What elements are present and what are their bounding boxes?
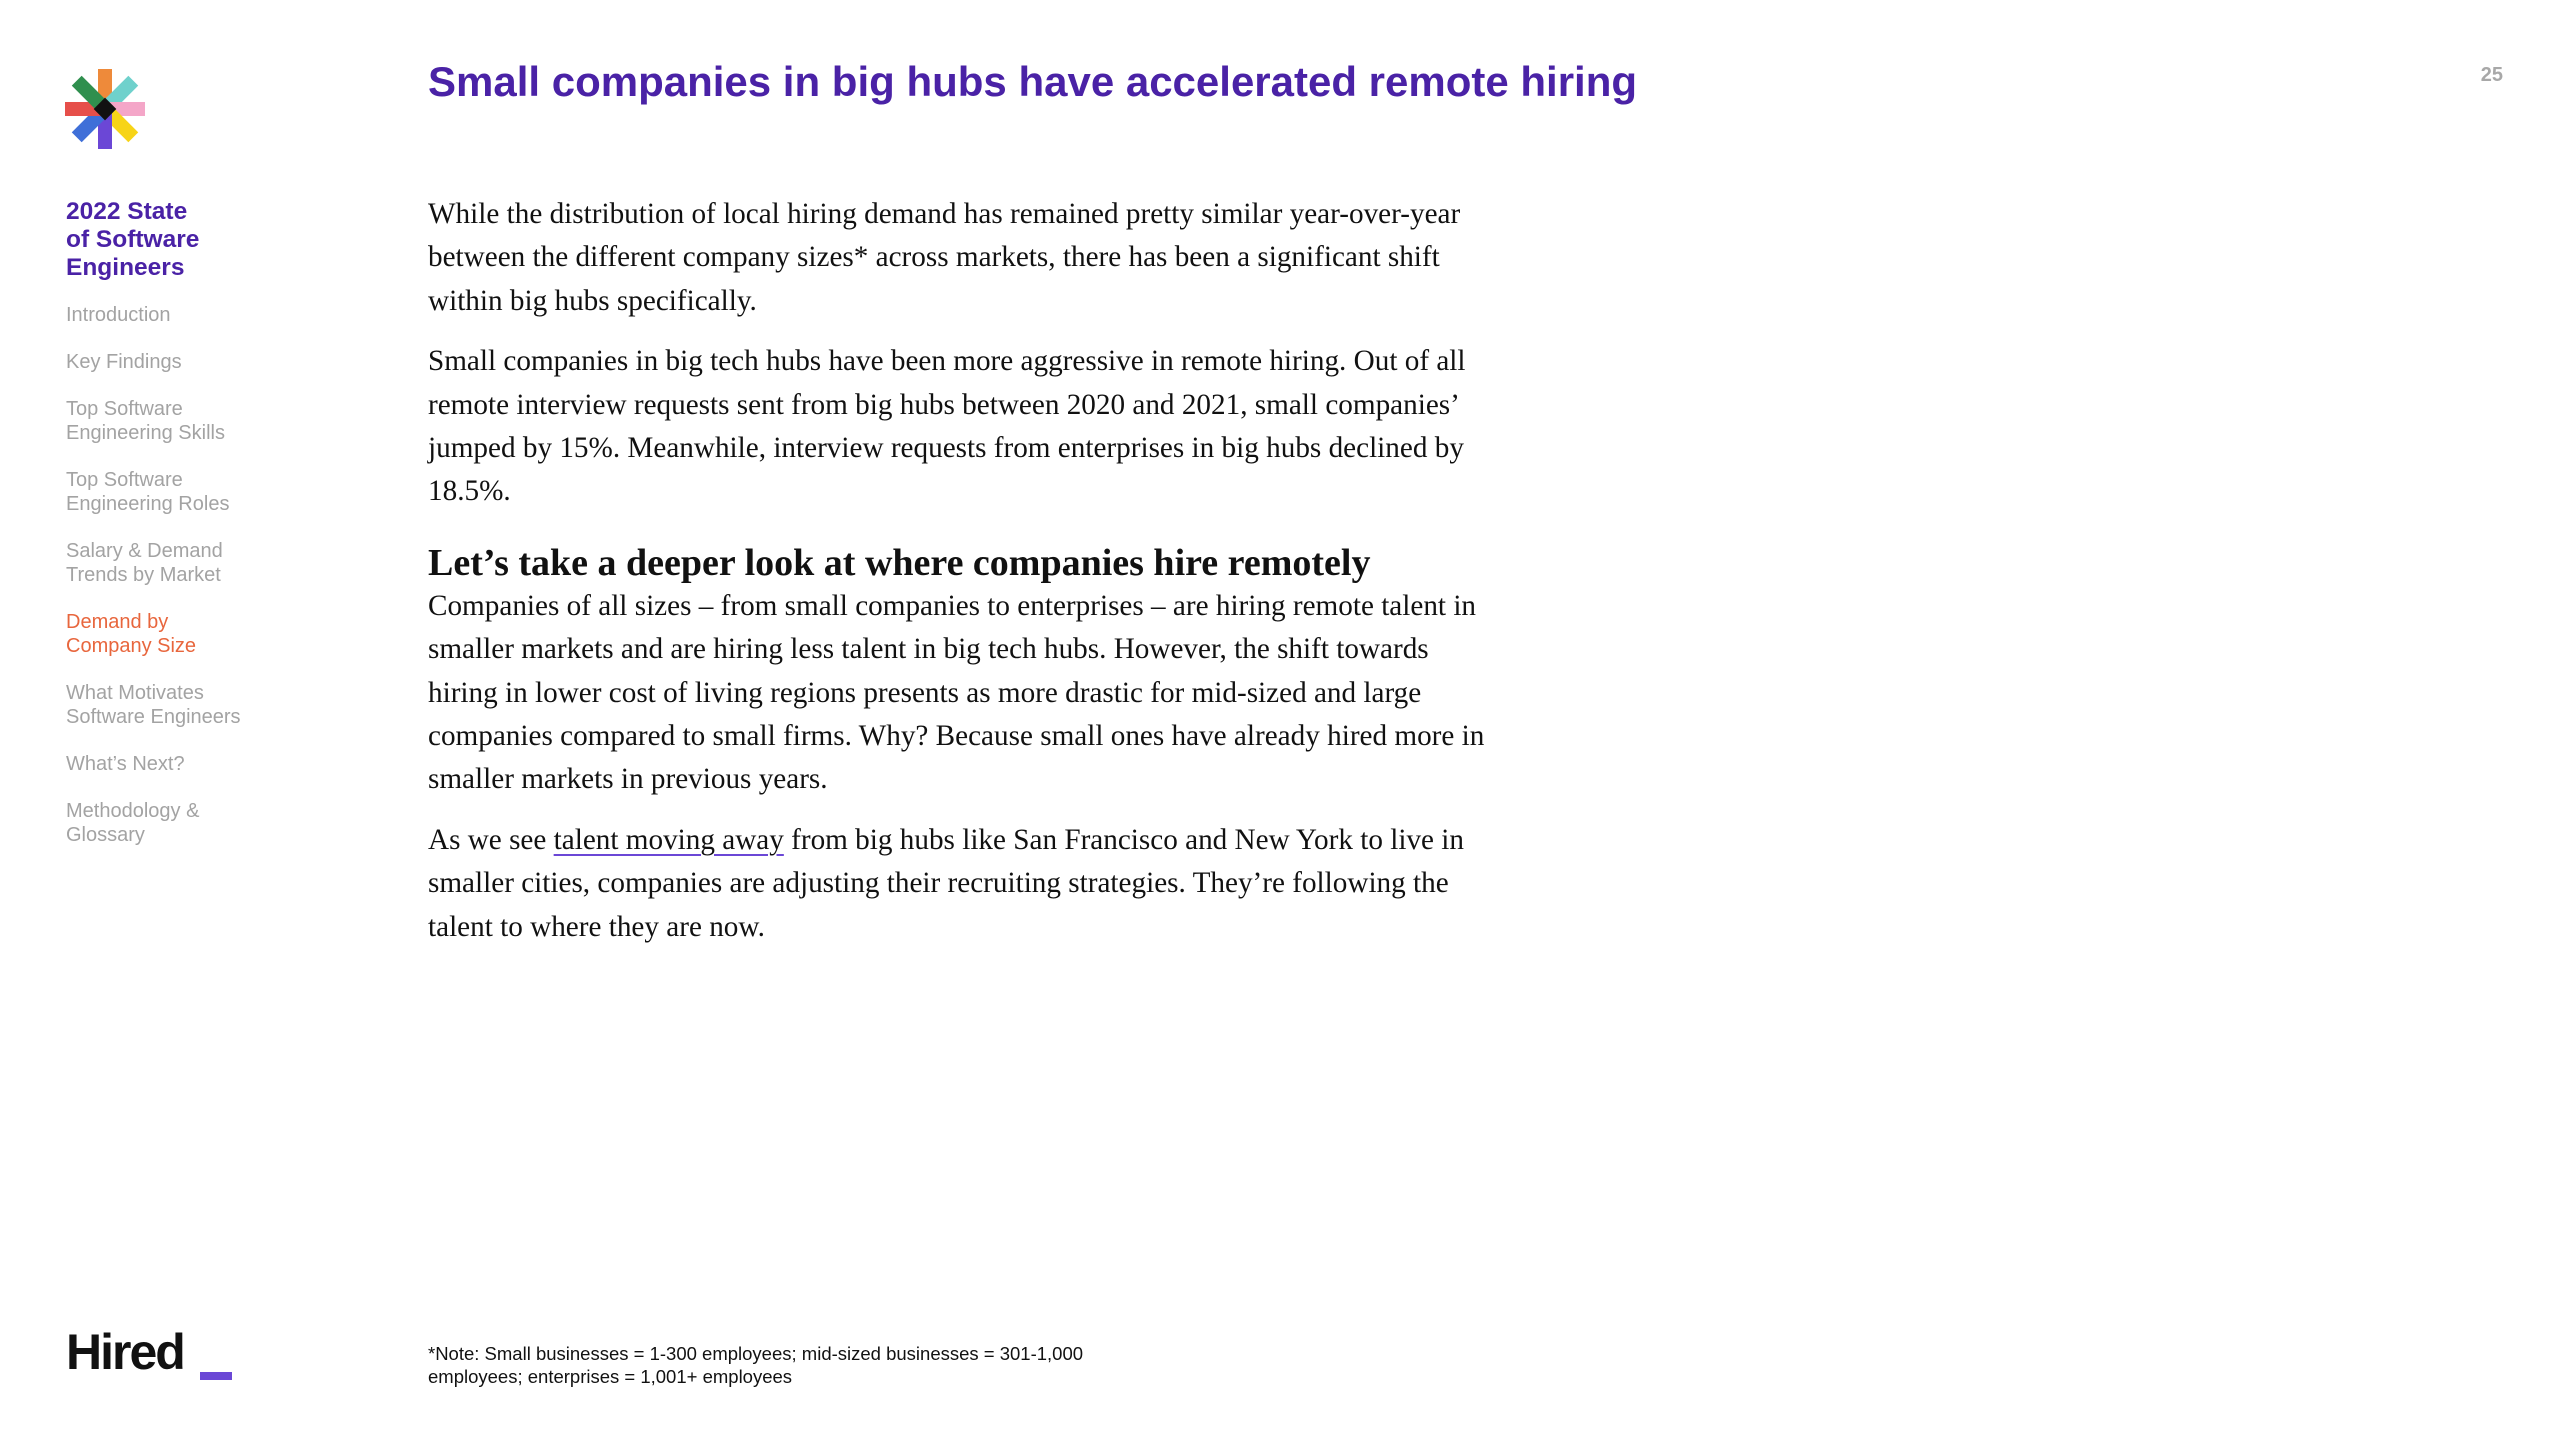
body-paragraph-with-link xyxy=(428,819,1488,949)
sidebar-item-methodology[interactable]: Methodology & Glossary xyxy=(66,800,200,846)
section-heading: Let’s take a deeper look at where companies hire remotely xyxy=(428,541,1371,584)
sidebar-item-salary-demand[interactable]: Salary & Demand Trends by Market xyxy=(66,540,223,586)
sidebar-item-top-roles[interactable]: Top Software Engineering Roles xyxy=(66,469,230,515)
sidebar-item-top-skills[interactable]: Top Software Engineering Skills xyxy=(66,398,225,444)
report-title[interactable]: 2022 State of Software Engineers xyxy=(66,198,200,281)
sidebar-nav xyxy=(66,198,326,870)
hired-wordmark: Hired xyxy=(66,1324,184,1380)
page-number: 25 xyxy=(2480,64,2503,86)
page-title: Small companies in big hubs have accelerated remote hiring xyxy=(428,58,1638,105)
footnote: *Note: Small businesses = 1-300 employees; mid-sized businesses = 301-1,000 employees; enterprises = 1,001+ employees xyxy=(428,1343,1084,1387)
main-content xyxy=(428,193,1488,966)
talent-moving-away-link[interactable]: talent moving away xyxy=(553,823,784,856)
hired-starburst-icon xyxy=(60,64,150,154)
wordmark-underscore xyxy=(200,1372,232,1380)
sidebar-item-motivations[interactable]: What Motivates Software Engineers xyxy=(66,682,241,728)
paragraph-text-before-link: As we see xyxy=(428,823,554,856)
sidebar-item-key-findings[interactable]: Key Findings xyxy=(66,351,182,373)
body-paragraph: Companies of all sizes – from small companies to enterprises – are hiring remote talent in smaller markets and are hiring less talent in big tech hubs. However, the shift towards hiring in lower cost of living regions presents as more drastic for mid-sized and large companies compared to small firms. Why? Because small ones have already hired more in smaller markets in previous years. xyxy=(428,589,1485,796)
body-paragraph: Small companies in big tech hubs have been more aggressive in remote hiring. Out of all remote interview requests sent from big hubs between 2020 and 2021, small companies’ jumped by 15%. Meanwhile, interview requests from enterprises in big hubs declined by 18.5%. xyxy=(428,345,1466,508)
sidebar-item-whats-next[interactable]: What’s Next? xyxy=(66,753,185,775)
body-paragraph: While the distribution of local hiring demand has remained pretty similar year-over-year between the different company sizes* across markets, there has been a significant shift within big hubs specifically. xyxy=(428,198,1461,317)
sidebar-item-introduction[interactable]: Introduction xyxy=(66,304,171,326)
paragraph-text-after-link: from big hubs like San Francisco and New York to live in smaller cities, companies are adjusting their recruiting strategies. They’re following the talent to where they are now. xyxy=(428,823,1465,943)
sidebar-item-company-size[interactable]: Demand by Company Size xyxy=(66,611,197,657)
hired-logo[interactable] xyxy=(66,1320,236,1384)
